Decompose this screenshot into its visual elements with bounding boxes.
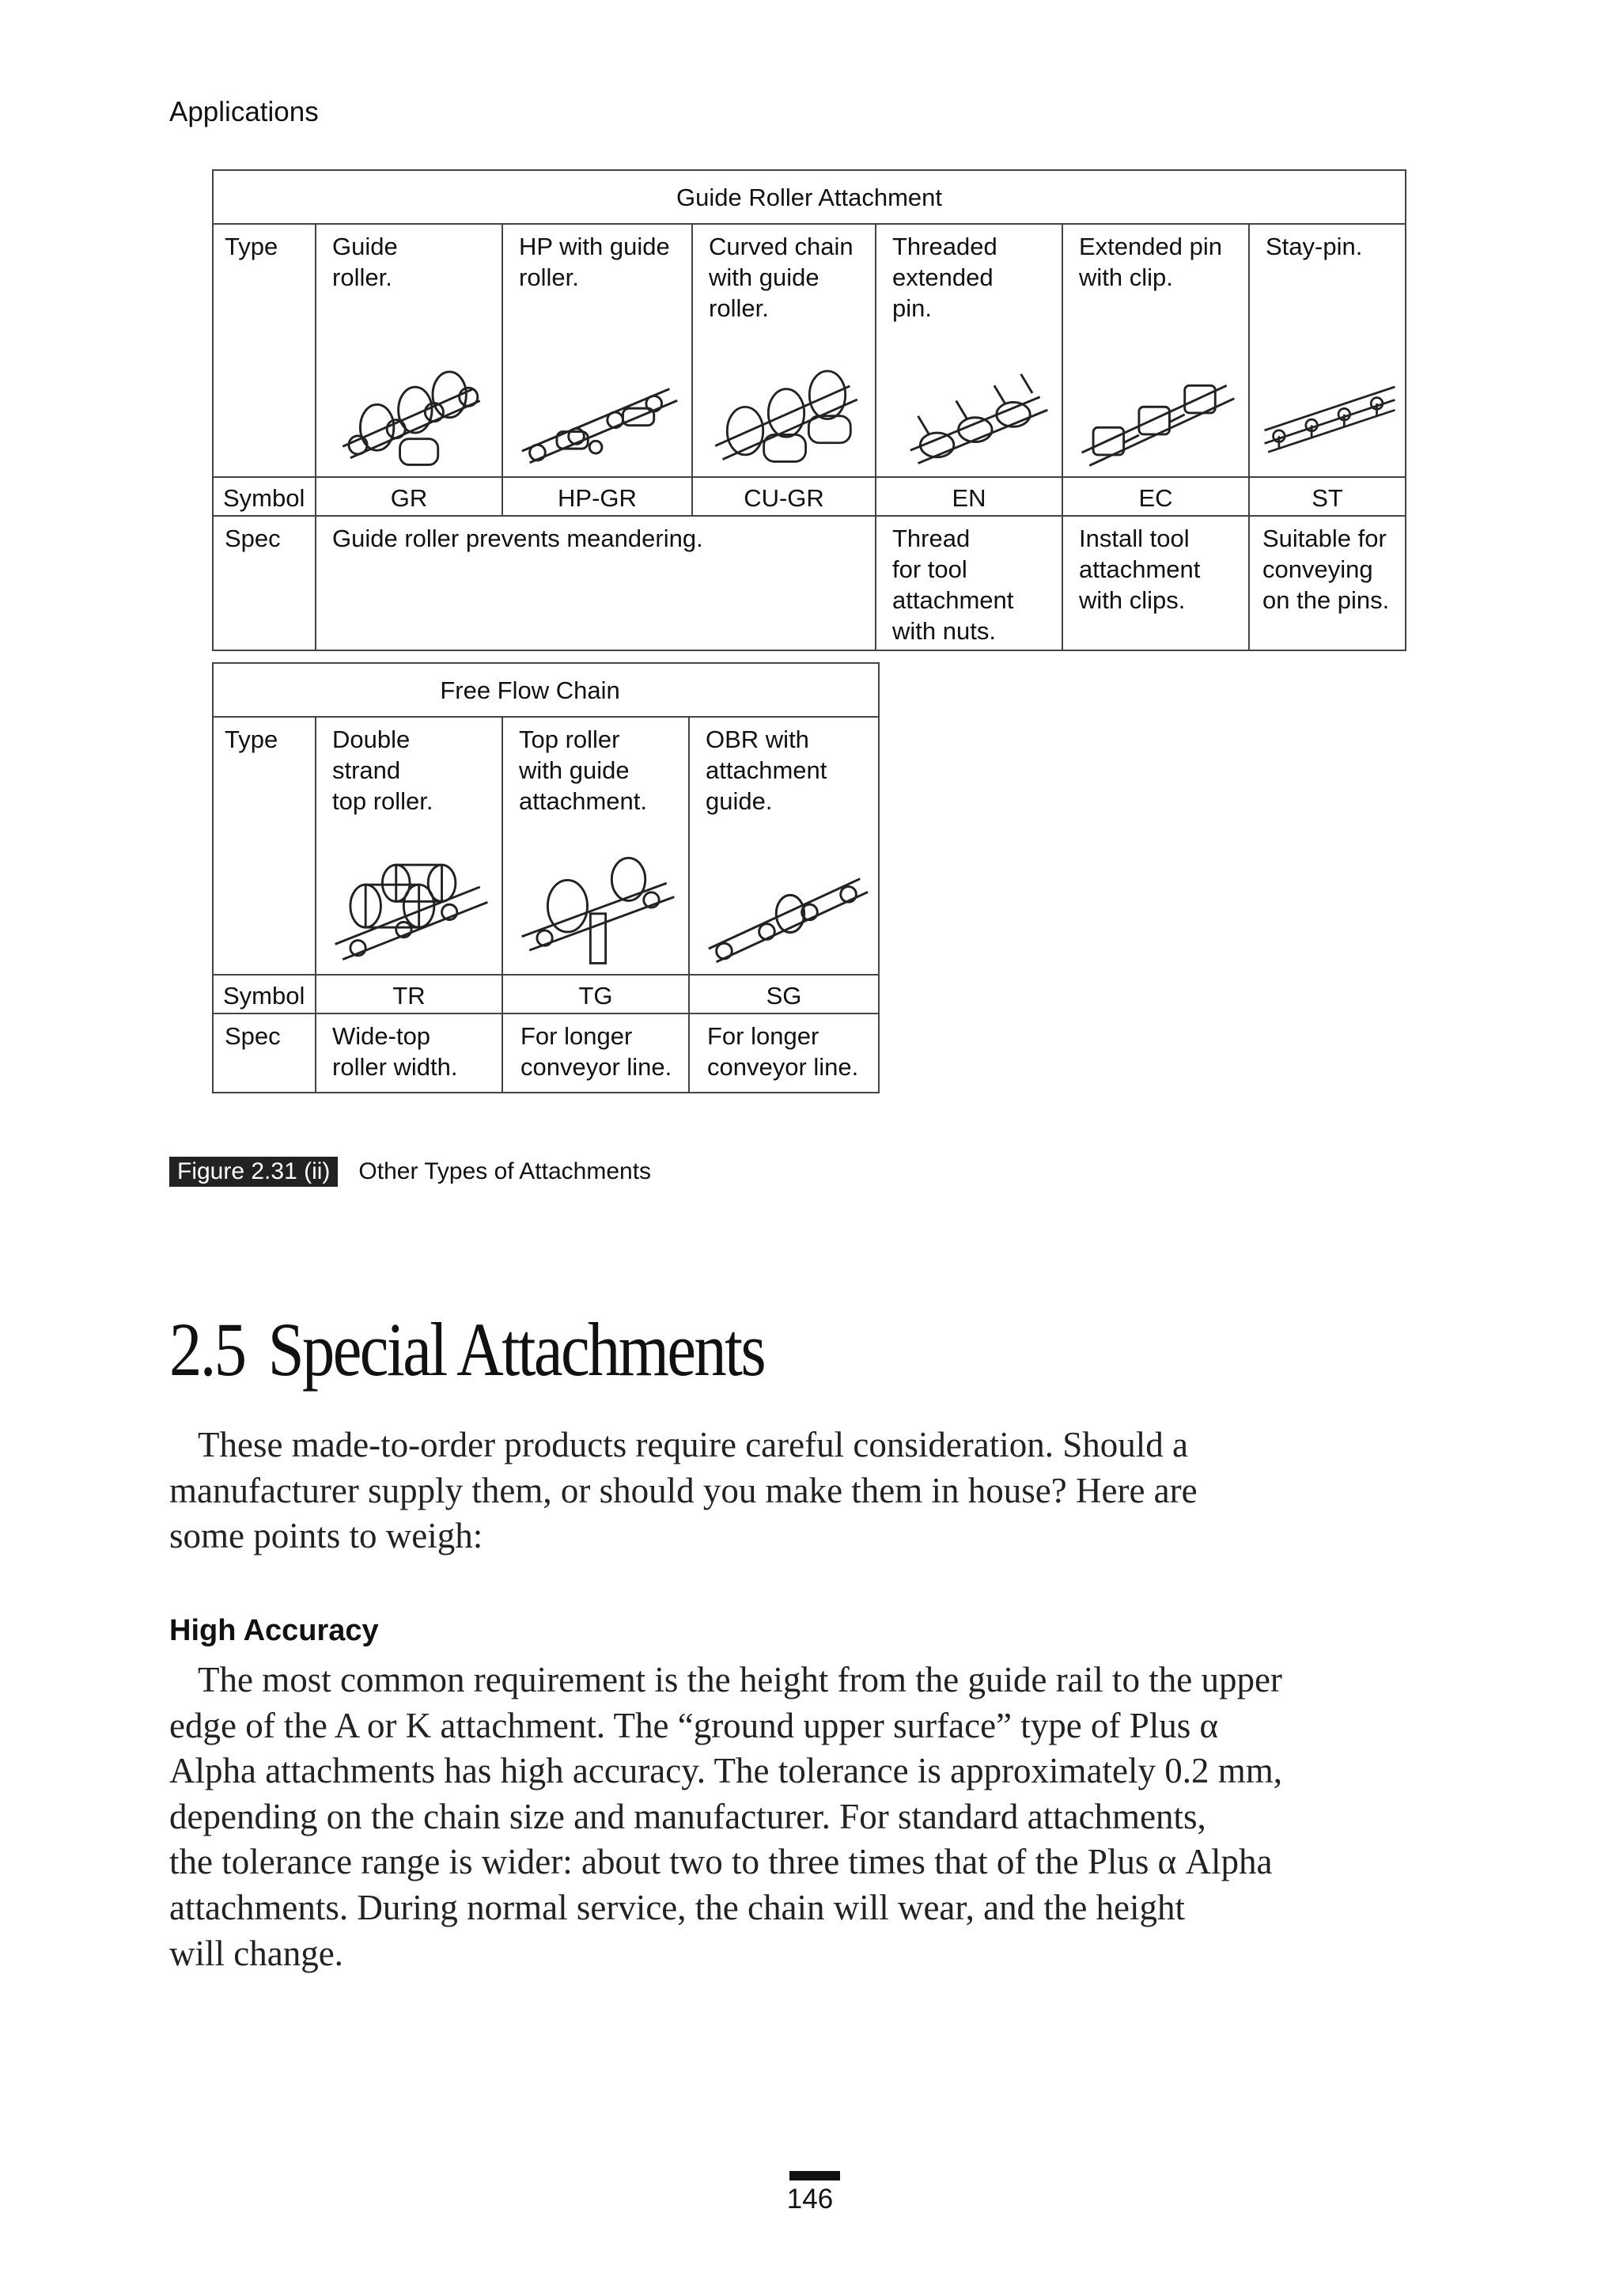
guide-roller-attachment-table <box>212 169 1406 651</box>
free-flow-chain-table <box>212 662 880 1093</box>
type-cell-cu-gr <box>692 224 876 477</box>
hp-guide-roller-chain-icon <box>514 353 685 472</box>
symbol-en: EN <box>876 477 1062 516</box>
spec-guide-roller <box>316 516 876 650</box>
type-caption: Curved chain with guide roller. <box>709 233 854 322</box>
symbol-cu-gr: CU-GR <box>692 477 876 516</box>
type-caption: Stay-pin. <box>1266 233 1363 260</box>
subheading-high-accuracy: High Accuracy <box>169 1614 379 1647</box>
text-line: manufacturer supply them, or should you make them in house? Here are <box>169 1470 1198 1510</box>
spec-label: Spec <box>213 516 316 650</box>
body-paragraph <box>169 1658 1467 1976</box>
intro-paragraph <box>169 1423 1467 1559</box>
figure-label: Figure 2.31 (ii) <box>169 1157 338 1187</box>
running-head: Applications <box>169 97 319 127</box>
text-line: attachments. During normal service, the chain will wear, and the height <box>169 1887 1186 1927</box>
spec-tg <box>502 1013 689 1093</box>
section-number: 2.5 <box>169 1307 245 1392</box>
spec-en <box>876 516 1062 650</box>
type-cell-hp-gr <box>502 224 692 477</box>
type-label: Type <box>213 717 316 975</box>
symbol-label: Symbol <box>213 975 316 1013</box>
type-label: Type <box>213 224 316 477</box>
spec-ec <box>1062 516 1249 650</box>
symbol-ec: EC <box>1062 477 1249 516</box>
page-number-bar <box>789 2171 840 2180</box>
threaded-extended-pin-chain-icon <box>888 353 1055 472</box>
type-cell-sg <box>689 717 879 975</box>
spec-tr <box>316 1013 502 1093</box>
type-caption: Double strand top roller. <box>332 726 433 815</box>
type-caption: Threaded extended pin. <box>892 233 997 322</box>
text-line: will change. <box>169 1933 343 1973</box>
spec-text: Install tool attachment with clips. <box>1079 525 1201 614</box>
text-line: These made-to-order products require careful consideration. Should a <box>198 1425 1189 1464</box>
symbol-st: ST <box>1249 477 1406 516</box>
symbol-gr: GR <box>316 477 502 516</box>
type-caption: Extended pin with clip. <box>1079 233 1222 291</box>
curved-chain-guide-roller-icon <box>704 353 869 472</box>
spec-st <box>1249 516 1406 650</box>
table-title: Free Flow Chain <box>213 663 879 717</box>
top-roller-guide-attachment-icon <box>514 851 682 969</box>
symbol-tg: TG <box>502 975 689 1013</box>
spec-text: For longer conveyor line. <box>520 1022 672 1081</box>
text-line: Alpha attachments has high accuracy. The tolerance is approximately 0.2 mm, <box>169 1751 1283 1791</box>
obr-attachment-guide-icon <box>701 851 872 969</box>
section-heading <box>169 1305 764 1393</box>
text-line: depending on the chain size and manufacturer. For standard attachments, <box>169 1796 1206 1836</box>
type-cell-tr <box>316 717 502 975</box>
spec-sg <box>689 1013 879 1093</box>
extended-pin-clip-chain-icon <box>1074 353 1242 472</box>
type-cell-ec <box>1062 224 1249 477</box>
text-line: the tolerance range is wider: about two to three times that of the Plus α Alpha <box>169 1842 1273 1882</box>
spec-text: For longer conveyor line. <box>707 1022 859 1081</box>
symbol-tr: TR <box>316 975 502 1013</box>
spec-text: Wide-top roller width. <box>332 1022 458 1081</box>
type-cell-gr <box>316 224 502 477</box>
symbol-sg: SG <box>689 975 879 1013</box>
type-cell-en <box>876 224 1062 477</box>
text-line: edge of the A or K attachment. The “ground upper surface” type of Plus α <box>169 1705 1219 1745</box>
type-cell-st <box>1249 224 1406 477</box>
spec-label: Spec <box>213 1013 316 1093</box>
figure-caption <box>169 1157 651 1187</box>
spec-text: Thread for tool attachment with nuts. <box>892 525 1014 645</box>
symbol-hp-gr: HP-GR <box>502 477 692 516</box>
symbol-label: Symbol <box>213 477 316 516</box>
guide-roller-chain-icon <box>327 353 495 472</box>
page-number: 146 <box>786 2184 834 2215</box>
text-line: The most common requirement is the height from the guide rail to the upper <box>198 1660 1282 1699</box>
stay-pin-chain-icon <box>1261 353 1399 472</box>
type-caption: HP with guide roller. <box>519 233 670 291</box>
section-title: Special Attachments <box>267 1307 765 1392</box>
type-caption: Top roller with guide attachment. <box>519 726 647 815</box>
spec-text: Suitable for conveying on the pins. <box>1262 525 1390 614</box>
type-caption: OBR with attachment guide. <box>706 726 827 815</box>
spec-text: Guide roller prevents meandering. <box>332 525 703 552</box>
type-caption: Guide roller. <box>332 233 398 291</box>
figure-title: Other Types of Attachments <box>358 1158 652 1184</box>
double-strand-top-roller-icon <box>327 851 495 969</box>
type-cell-tg <box>502 717 689 975</box>
table-title: Guide Roller Attachment <box>213 170 1406 224</box>
text-line: some points to weigh: <box>169 1516 483 1556</box>
